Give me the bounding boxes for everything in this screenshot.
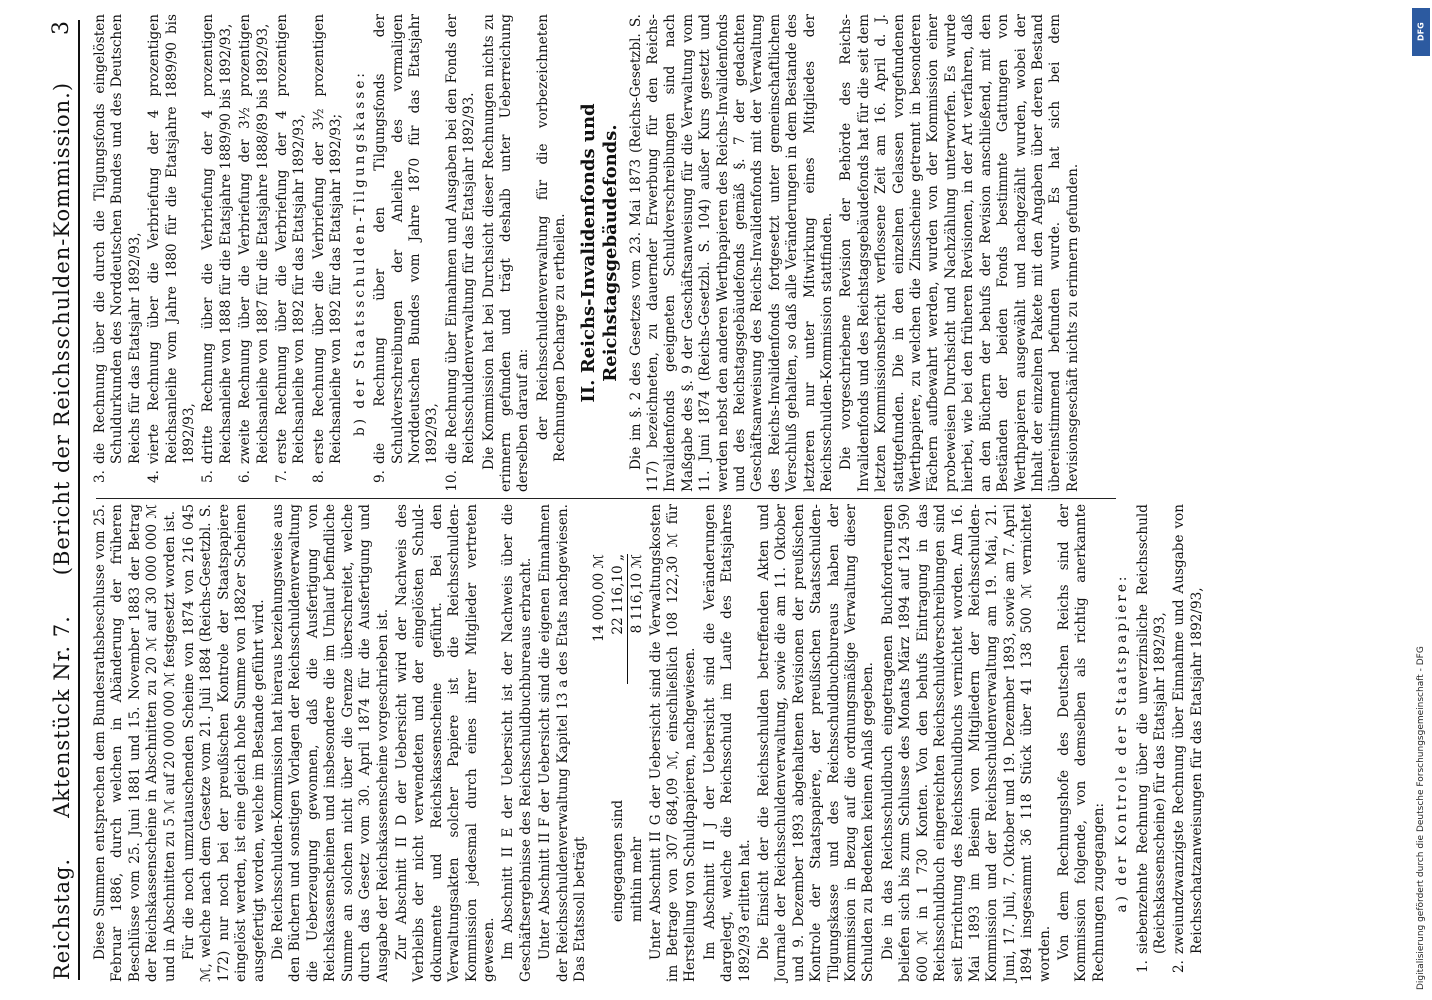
paragraph: Im Abschnitt II J der Uebersicht sind die Veränderungen dargelegt, welche die Reichsschuld im Laufe des Etatsjahres 1892/93 erlitten hat. [701, 504, 753, 982]
list-item [146, 14, 198, 492]
paragraph: Für die noch umzutauschenden Scheine von 1874 von 216 045 ℳ, welche nach dem Gesetze vom 21. Juli 1884 (Reichs-Gesetzbl. S. 172) nur noch bei der preußischen Kontrole der Staatspapiere eingelöst werden, ist eine gleich hohe Summe von 1882er Scheinen ausgefertigt worden, welche im Bestande geführt wird. [181, 504, 267, 982]
list-item [1171, 504, 1206, 982]
amount-label: mithin mehr [629, 836, 646, 922]
list-text: zweiundzwanzigste Rechnung über Einnahme und Ausgabe von Reichsschatzanweisungen für das Etatsjahr 1892/93, [1171, 504, 1205, 954]
section-heading: II. Reichs-Invalidenfonds und Reichstagsgebäudefonds. [577, 103, 621, 403]
list-text: die Rechnung über Einnahmen und Ausgaben bei den Fonds der Reichsschuldenverwaltung für das Etatsjahr 1892/93. [443, 14, 478, 464]
list-item [274, 14, 309, 492]
list-number: 9. [372, 470, 389, 483]
amount-row-eingegangen [610, 504, 628, 982]
paragraph: Unter Abschnitt II F der Uebersicht sind die eigenen Einnahmen der Reichsschuldenverwaltung Kapitel 13 a des Etats nachgewiesen. Das Etatssoll beträgt [537, 504, 588, 982]
list-item [372, 14, 442, 492]
page-number: 3 [49, 20, 74, 35]
list-item [1135, 504, 1170, 982]
page-header [34, 20, 80, 980]
list-text: erste Rechnung über die Verbriefung der 3½ prozentigen Reichsanleihe von 1892 für das Etatsjahr 1892/93; [310, 14, 345, 464]
paragraph-request: der Reichsschuldenverwaltung für die vorbezeichneten Rechnungen Decharge zu ertheilen. [534, 14, 569, 462]
paragraph: Die im §. 2 des Gesetzes vom 23. Mai 1873 (Reichs-Gesetzbl. S. 117) bezeichneten, zu dauernder Erwerbung für den Reichs-Invalidenfonds geeigneten Schuldverschreibungen sind nach Maßgabe des §. 9 der Geschäftsanweisung für die Verwaltung vom 11. Juni 1874 (Reichs-Gesetzbl. S. 104) außer Kurs gesetzt und werden nebst den anderen Werthpapieren des Reichs-Invalidenfonds und des Reichstagsgebäudefonds gemäß §. 7 der gedachten Geschäftsanweisung des Reichs-Invalidenfonds mit der Verwaltung des Reichs-Invalidenfonds fortgesetzt unter gemeinschaftlichem Verschluß gehalten, so daß alle Veränderungen in dem Bestande des letzteren nur unter Mitwirkung eines Mitgliedes der Reichsschulden-Kommission stattfinden. [627, 14, 836, 492]
amount-value: 8 116,10 ℳ [629, 554, 646, 634]
paragraph: Diese Summen entsprechen dem Bundesrathsbeschlusse vom 25. Februar 1886, durch welchen in Abänderung der früheren Beschlüsse vom 25. Juni 1881 und 15. November 1883 der Betrag der Reichskassenscheine in Abschnitten zu 20 ℳ auf 30 000 000 ℳ und in Abschnitten zu 5 ℳ auf 20 000 000 ℳ festgesetzt worden ist. [92, 504, 178, 982]
header-report: (Bericht der Reichsschulden-Kommission.) [50, 81, 74, 576]
list-number: 1. [1134, 960, 1151, 973]
paragraph: Die vorgeschriebene Revision der Behörde des Reichs-Invalidenfonds und des Reichstagsgebäudefonds hat für die seit dem letzten Kommissionsbericht verflossene Zeit am 16. April d. J. stattgefunden. Die in den einzelnen Gelassen vorgefundenen Werthpapiere, zu welchen die Zinsscheine getrennt in besonderen Fächern aufbewahrt werden, wurden von der Kommission einer probeweisen Durchsicht und Nachzählung unterworfen. Es wurde hierbei, wie bei den früheren Revisionen, in der Art verfahren, daß an den Büchern der behufs der Revision anschließend, mit den Beständen der beiden Fonds bestimmte Gattungen von Werthpapieren ausgewählt und nachgezählt wurden, wobei der Inhalt der einzelnen Pakete mit den Angaben über deren Bestand übereinstimmend befunden wurde. Es hat sich bei dem Revisionsgeschäft nichts zu erinnern gefunden. [838, 14, 1081, 492]
list-text: siebenzehnte Rechnung über die unverzinsliche Reichsschuld (Reichskassenscheine) für das Etatsjahr 1892/93, [1134, 504, 1168, 954]
list-number: 6. [237, 470, 254, 483]
amount-label: eingegangen sind [609, 799, 626, 922]
paragraph: Zur Abschnitt II D der Uebersicht wird der Nachweis des Verbleibs der nicht verwendeten und der eingelösten Schuld-dokumente und Reichskassenscheine geführt. Bei den Verwaltungsakten solcher Papiere ist die Reichsschulden-Kommission jedesmal durch eines ihrer Mitglieder vertreten gewesen. [393, 504, 497, 982]
paragraph: Unter Abschnitt II G der Uebersicht sind die Verwaltungskosten im Betrage von 307 684,09 ℳ, einschließlich 108 122,30 ℳ für Herstellung von Schuldpapieren, nachgewiesen. [647, 504, 699, 982]
list-number: 5. [200, 470, 217, 483]
paragraph: Die Einsicht der die Reichsschulden betreffenden Akten und Journale der Reichsschuldenverwaltung, sowie die am 11. Oktober und 9. Dezember 1893 abgehaltenen Revisionen der preußischen Kontrole der Staatspapiere, der preußischen Staatsschulden-Tilgungskasse und des Reichsschuldbuchbureaus haben der Kommission in Bezug auf die ordnungsmäßige Verwaltung dieser Schulden zu Bedenken keinen Anlaß gegeben. [756, 504, 877, 982]
list-text: dritte Rechnung über die Verbriefung der 4 prozentigen Reichsanleihe von 1888 für die Etatsjahre 1889/90 bis 1892/93, [200, 14, 234, 464]
subheading-kontrole: a) der Kontrole der Staatspapiere: [1114, 573, 1131, 913]
list-number: 10. [443, 470, 460, 492]
list-text: vierte Rechnung über die Verbriefung der 4 prozentigen Reichsanleihe vom Jahre 1880 für die Etatsjahre 1889/90 bis 1892/93, [146, 14, 198, 464]
list-item [311, 14, 346, 492]
subheading-tilgungskasse: b) der Staatsschulden-Tilgungskasse: [351, 70, 368, 436]
list-item [237, 14, 272, 492]
list-number: 3. [92, 470, 108, 483]
paragraph: Die Kommission hat bei Durchsicht dieser Rechnungen nichts zu erinnern gefunden und trägt deshalb unter Ueberreichung derselben darauf an: [480, 14, 532, 492]
list-item [92, 14, 144, 492]
list-number: 7. [274, 470, 291, 483]
list-number: 2. [1171, 960, 1188, 973]
column-divider [96, 498, 1116, 499]
amount-label [591, 704, 608, 982]
list-text: zweite Rechnung über die Verbriefung der 3½ prozentigen Reichsanleihe von 1887 für die Etatsjahre 1888/89 bis 1892/93, [237, 14, 271, 464]
dfg-credit-text: Digitalisierung gefördert durch die Deutsche Forschungsgemeinschaft - DFG [1416, 646, 1426, 990]
left-column [92, 504, 1205, 982]
list-text: die Rechnung über die durch die Tilgungsfonds eingelösten Schuldurkunden des Norddeutschen Bundes und des Deutschen Reichs für das Etatsjahr 1892/93, [92, 14, 143, 464]
list-item [200, 14, 235, 492]
list-item [444, 14, 479, 492]
paragraph: Die Reichsschulden-Kommission hat hieraus beziehungsweise aus den Büchern und sonstigen Vorlagen der Reichsschuldenverwaltung die Ueberzeugung gewonnen, daß die Ausfertigung von Reichskassenscheinen und insbesondere die im Umlauf befindliche Summe an solchen nicht über die Grenze überschreitet, welche durch das Gesetz vom 30. April 1874 für die Ausfertigung und Ausgabe der Reichskassenscheine vorgeschrieben ist. [270, 504, 391, 982]
header-file: Aktenstück Nr. 7. [50, 615, 74, 818]
amount-row-mehr [629, 504, 646, 982]
right-column [92, 14, 1120, 492]
amount-row-etatssoll [591, 504, 608, 982]
paragraph: Im Abschnitt II E der Uebersicht ist der Nachweis über die Geschäftsergebnisse des Reichsschuldbuchbureaus erbracht. [500, 504, 534, 982]
header-left [50, 82, 74, 980]
dfg-logo: DFG [1412, 8, 1430, 56]
amount-value: 22 116,10 „ [610, 554, 628, 684]
paragraph: Von dem Rechnungshofe des Deutschen Reichs sind der Kommission folgende, von demselben als richtig anerkannte Rechnungen zugegangen: [1055, 504, 1107, 982]
list-number: 4. [146, 470, 163, 483]
list-text: erste Rechnung über die Verbriefung der 4 prozentigen Reichsanleihe von 1892 für das Etatsjahr 1892/93, [274, 14, 308, 464]
amount-value: 14 000,00 ℳ [591, 554, 608, 643]
header-publication: Reichstag. [50, 857, 74, 980]
paragraph: Die in das Reichsschuldbuch eingetragenen Buchforderungen beliefen sich bis zum Schlusse des Monats März 1894 auf 124 590 600 ℳ in 1 730 Konten. Von den behufs Eintragung in das Reichsschuldbuch eingereichten Reichsschuldverschreibungen sind seit Errichtung des Reichsschuldbuchs vernichtet worden. Am 16. Mai 1893 im Beisein von Mitgliedern der Reichsschulden-Kommission und der Reichsschuldenverwaltung am 19. Mai, 21. Juni, 17. Juli, 7. Oktober und 19. Dezember 1893, sowie am 7. April 1894 insgesammt 36 118 Stück über 41 138 500 ℳ vernichtet worden. [879, 504, 1053, 982]
list-number: 8. [310, 470, 327, 483]
list-text: die Rechnung über den Tilgungsfonds der Schuldverschreibungen der Anleihe des vormaligen Norddeutschen Bundes vom Jahre 1870 für das Etatsjahr 1892/93, [372, 14, 441, 464]
